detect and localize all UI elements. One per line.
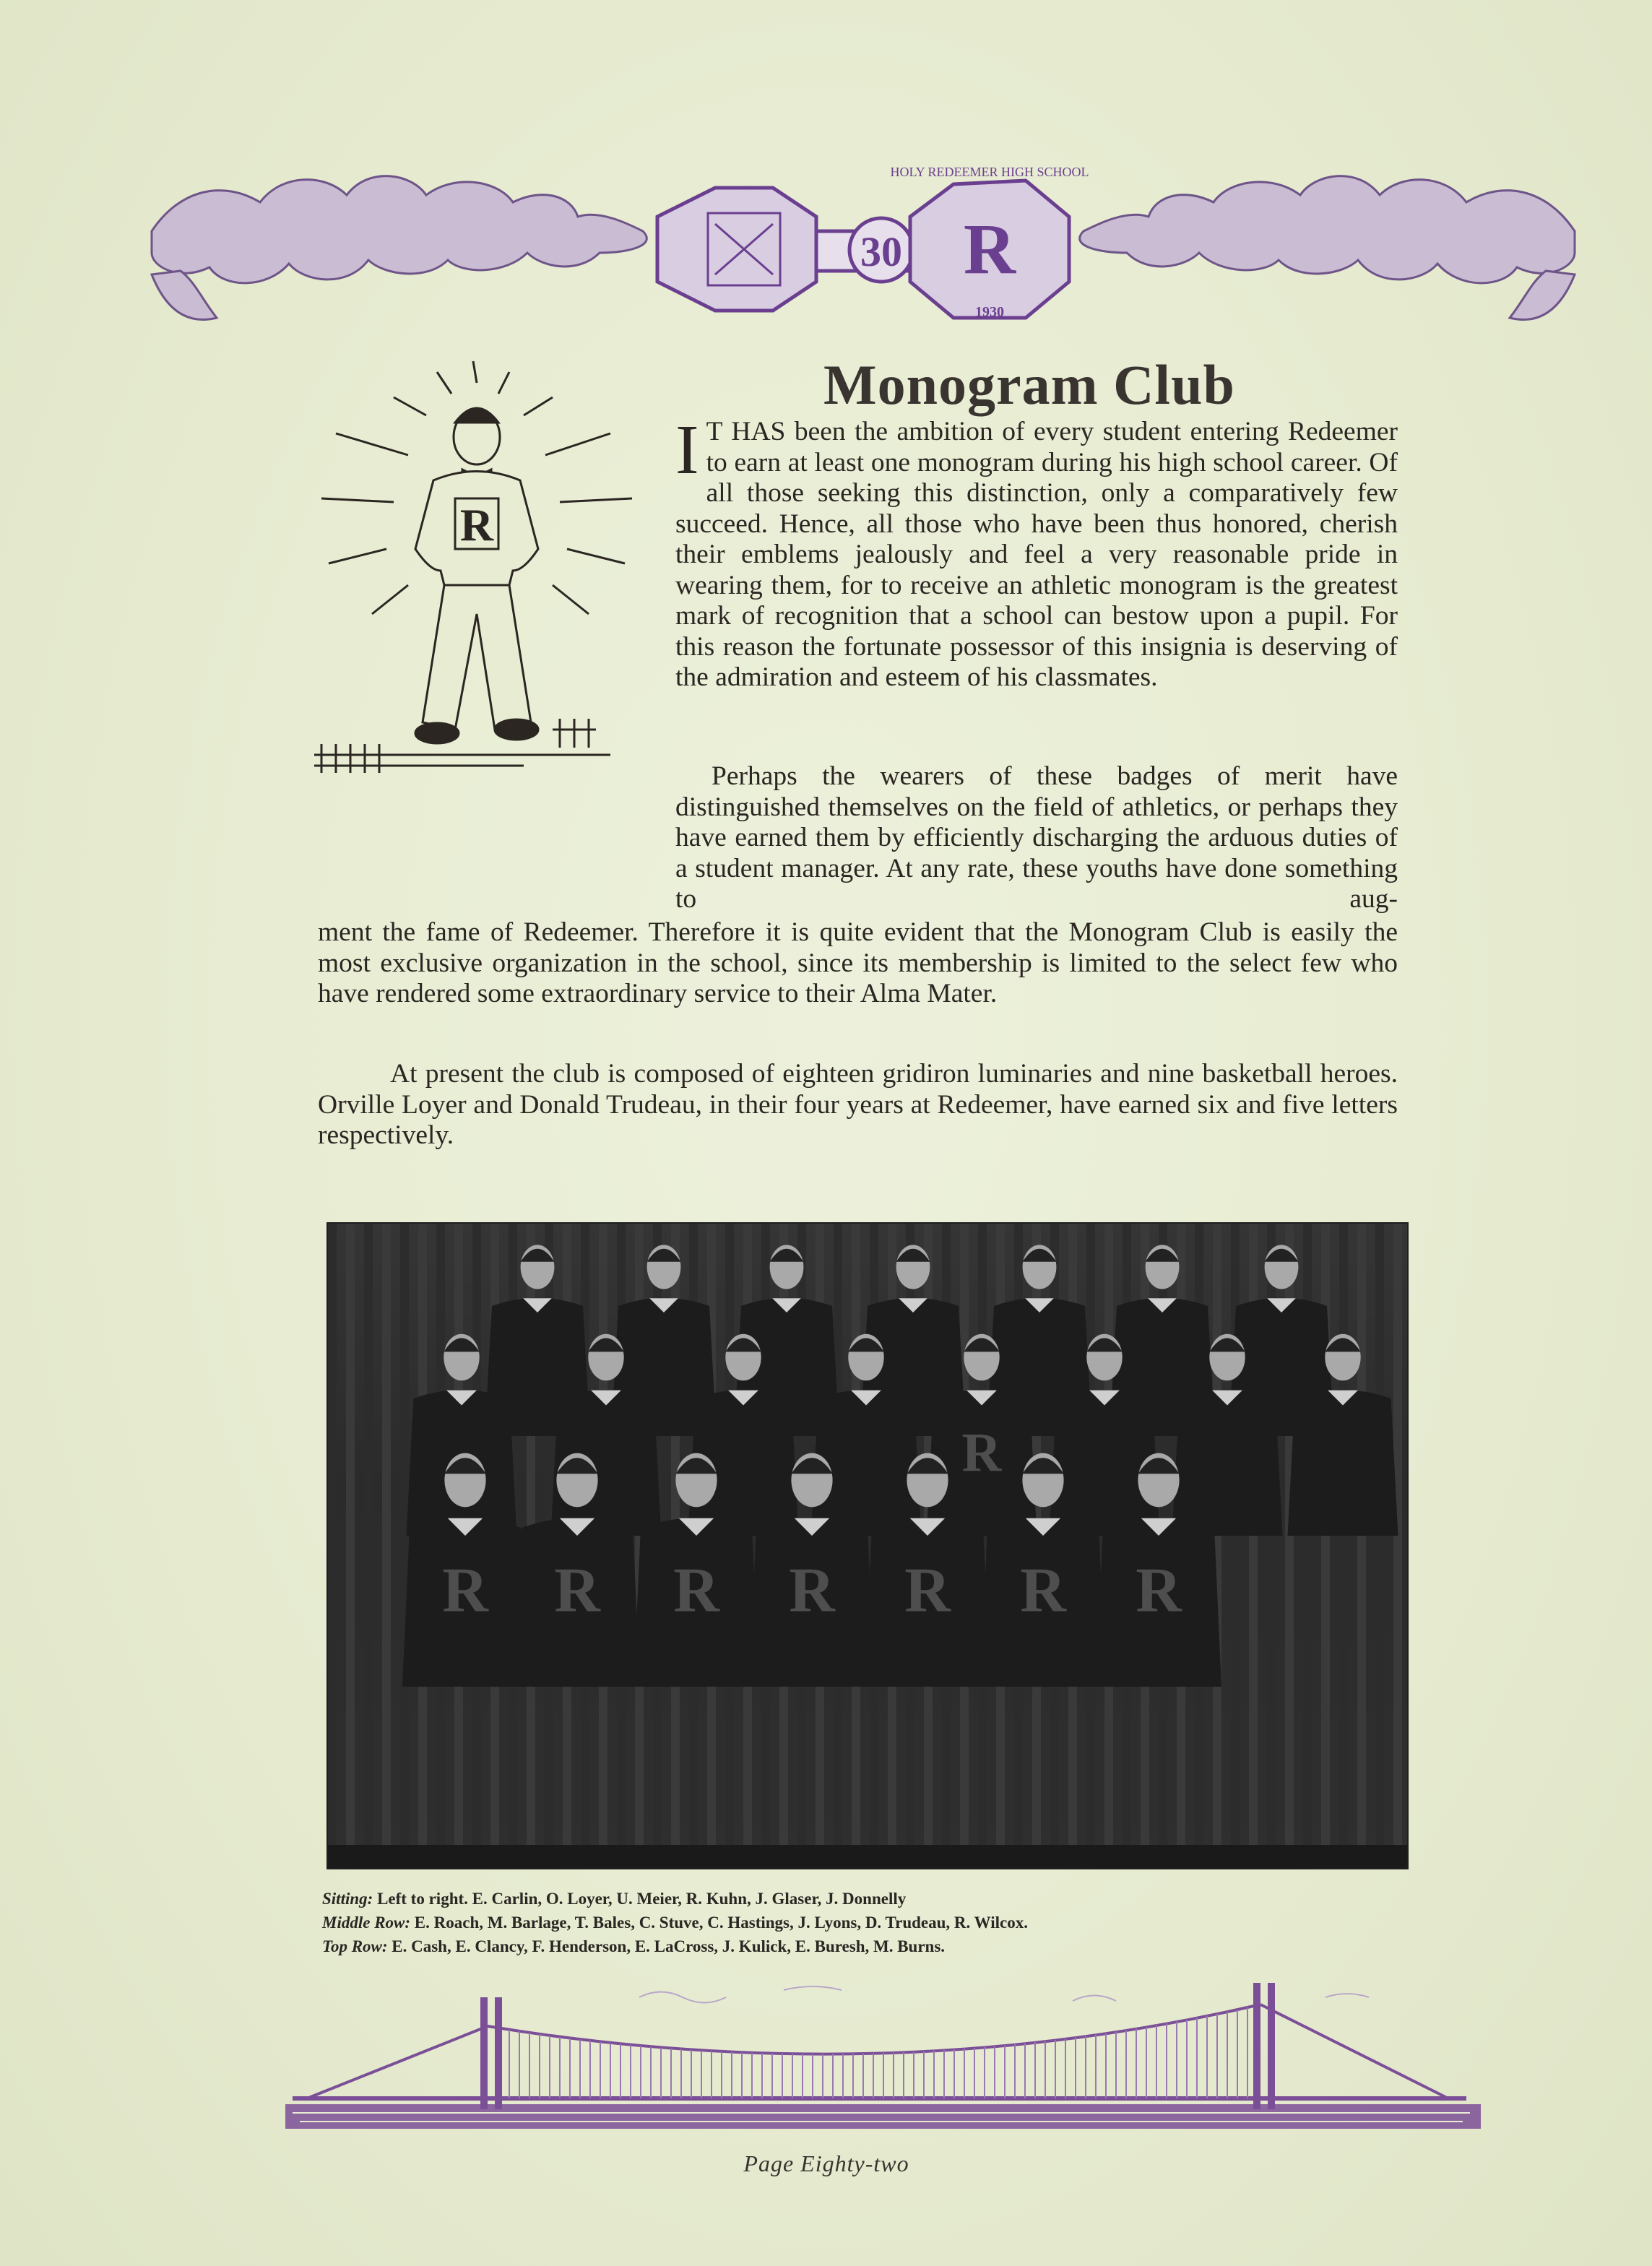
sweater-letter: R: [673, 1555, 719, 1626]
curtain-fold: [382, 1224, 391, 1868]
paragraph-1: [675, 411, 1398, 693]
curtain-fold: [1339, 1224, 1348, 1868]
sweater-letter: R: [789, 1555, 835, 1626]
sweater-letter: R: [554, 1555, 600, 1626]
header-ornament: [137, 144, 1589, 340]
ring-year: 30: [860, 228, 902, 275]
page-number: Page Eighty-two: [743, 2150, 909, 2176]
curtain-fold: [1393, 1224, 1402, 1868]
curtain-fold: [328, 1224, 337, 1868]
ring-letter: R: [963, 209, 1016, 289]
sweater-letter: R: [961, 1422, 1002, 1483]
sweater-letter: R: [1136, 1555, 1182, 1626]
sweater-letter: R: [904, 1555, 951, 1626]
bridge-ornament: [278, 1983, 1481, 2135]
paragraph-3: At present the club is composed of eighteen gridiron luminaries and nine basketball heroes. Orville Loyer and Donald Trudeau, in their four years at Redeemer, have earned six and five letters respectively.: [318, 1059, 1398, 1150]
caption-names: E. Cash, E. Clancy, F. Henderson, E. LaCross, J. Kulick, E. Buresh, M. Burns.: [392, 1937, 946, 1955]
caption-top-row: [322, 1934, 1413, 1958]
paragraph-2-part-2: ment the fame of Redeemer. Therefore it is quite evident that the Monogram Club is easily the most exclusive organization in the school, since its membership is limited to the select few who have rendered some extraordinary service to their Alma Mater.: [318, 917, 1398, 1008]
paragraph-2-part-1: Perhaps the wearers of these badges of merit have distinguished themselves on the field of athletics, or perhaps they have earned them by efficiently discharging the arduous duties of a student manager. At any rate, these youths have done something to aug-: [675, 761, 1398, 914]
caption-label: Top Row:: [322, 1937, 388, 1955]
ring-band-text: HOLY REDEEMER HIGH SCHOOL: [890, 165, 1089, 179]
page-title: Monogram Club: [823, 353, 1235, 416]
ring-date: 1930: [975, 304, 1004, 320]
dropcap: I: [675, 411, 699, 489]
paragraph-1-text: T HAS been the ambition of every student entering Redeemer to earn at least one monogram during his high school career. Of all those seeking this distinction, only a comparatively few succeed. Hence, all those who have been thus honored, cherish their emblems jealously and feel a very reasonable pride in wearing them, for to receive an athletic monogram is the greatest mark of recognition that a school can bestow upon a pupil. For this reason the fortunate possessor of this insignia is deserving of the admiration and esteem of his classmates.: [675, 417, 1398, 692]
curtain-fold: [1375, 1224, 1384, 1868]
caption-names: Left to right. E. Carlin, O. Loyer, U. Meier, R. Kuhn, J. Glaser, J. Donnelly: [377, 1890, 907, 1908]
curtain-fold: [346, 1224, 355, 1868]
curtain-fold: [364, 1224, 373, 1868]
caption-label: Sitting:: [322, 1890, 373, 1908]
photo-floor: [328, 1845, 1407, 1868]
curtain-fold: [1357, 1224, 1366, 1868]
caption-middle-row: [322, 1911, 1413, 1934]
caption-sitting: [322, 1887, 1413, 1911]
cartoon-sweater-letter: R: [459, 499, 494, 550]
caption-names: E. Roach, M. Barlage, T. Bales, C. Stuve, C. Hastings, J. Lyons, D. Trudeau, R. Wilcox.: [414, 1913, 1028, 1932]
curtain-fold: [400, 1224, 409, 1868]
group-photo: [326, 1222, 1409, 1869]
cartoon-illustration: [307, 354, 646, 802]
sweater-letter: R: [1020, 1555, 1066, 1626]
photo-captions: [322, 1887, 1413, 1958]
sweater-letter: R: [442, 1555, 488, 1626]
caption-label: Middle Row:: [322, 1913, 411, 1932]
